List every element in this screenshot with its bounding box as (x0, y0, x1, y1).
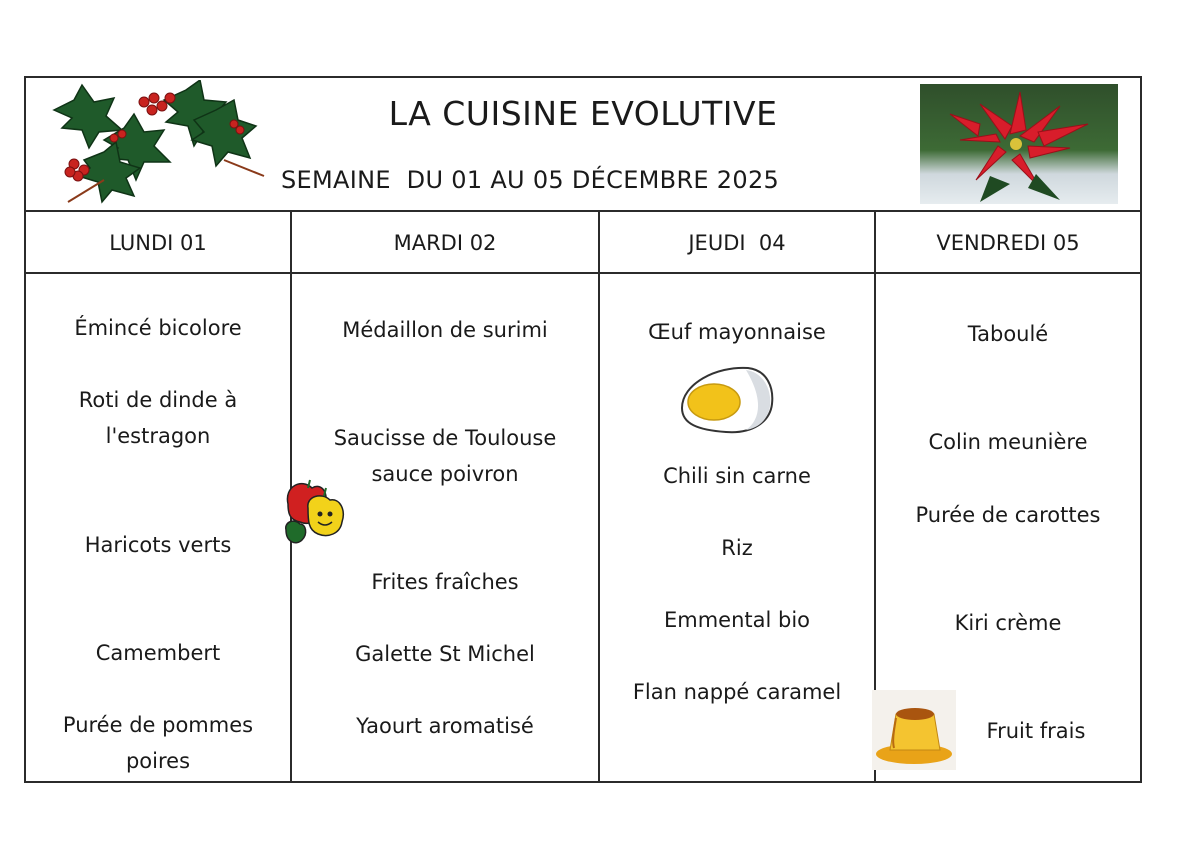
menu-item: sauce poivron (371, 462, 519, 486)
menu-item: Haricots verts (84, 533, 232, 557)
menu-item: Chili sin carne (663, 464, 811, 488)
menu-item: Fruit frais (986, 719, 1086, 743)
menu-item: Flan nappé caramel (632, 680, 842, 704)
day-header-vendredi: VENDREDI 05 (876, 212, 1140, 274)
column-vendredi (876, 212, 1140, 783)
column-mardi (292, 212, 600, 783)
menu-item: Galette St Michel (355, 642, 535, 666)
menu-week: SEMAINE DU 01 AU 05 DÉCEMBRE 2025 (281, 166, 780, 194)
day-header-jeudi: JEUDI 04 (600, 212, 874, 274)
menu-item: Émincé bicolore (74, 316, 242, 340)
menu-item: Médaillon de surimi (342, 318, 548, 342)
menu-item: Purée de pommes (62, 713, 254, 737)
menu-item: Taboulé (967, 322, 1049, 346)
menu-item: l'estragon (105, 424, 211, 448)
day-header-lundi: LUNDI 01 (26, 212, 290, 274)
menu-item: Saucisse de Toulouse (333, 426, 557, 450)
flan-image (872, 690, 956, 770)
menu-sheet (24, 76, 1142, 783)
menu-item: Camembert (95, 641, 221, 665)
poinsettia-image (920, 84, 1118, 204)
menu-item: Purée de carottes (915, 503, 1101, 527)
day-header-mardi: MARDI 02 (292, 212, 598, 274)
column-lundi (26, 212, 292, 783)
peppers-image (280, 474, 350, 554)
menu-item: Riz (721, 536, 753, 560)
menu-item: Frites fraîches (371, 570, 519, 594)
menu-item: Kiri crème (954, 611, 1062, 635)
menu-item: Emmental bio (663, 608, 811, 632)
menu-item: Roti de dinde à (78, 388, 238, 412)
menu-title: LA CUISINE EVOLUTIVE (388, 94, 778, 133)
menu-header (26, 78, 1140, 212)
menu-item: poires (125, 749, 191, 773)
egg-image (676, 362, 776, 438)
menu-item: Colin meunière (928, 430, 1088, 454)
menu-item: Œuf mayonnaise (648, 320, 826, 344)
menu-item: Yaourt aromatisé (356, 714, 534, 738)
column-jeudi (600, 212, 876, 783)
